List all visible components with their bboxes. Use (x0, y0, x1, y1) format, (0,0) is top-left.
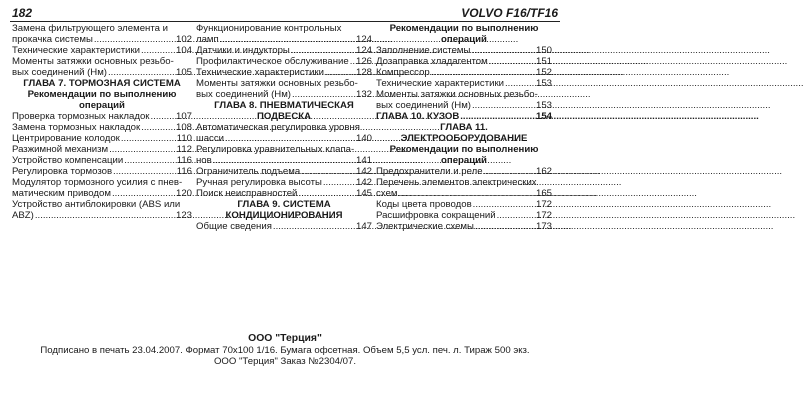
toc-page-number: 172 (535, 210, 552, 221)
toc-entry-text: ABZ) (12, 210, 34, 221)
toc-chapter-entry (376, 111, 552, 122)
toc-page-number: 172 (535, 199, 552, 210)
toc-entry-text: Компрессор (376, 67, 430, 78)
toc-entry-text: Электрические схемы (376, 221, 474, 232)
toc-entry-text: Функционирование контрольных (196, 23, 342, 34)
toc-entry (12, 210, 192, 221)
toc-page-number: 140 (355, 133, 372, 144)
toc-page-number: 165 (535, 188, 552, 199)
section-heading: операций (79, 100, 125, 111)
section-heading: Рекомендации по выполнению (27, 89, 177, 100)
toc-entry (12, 34, 192, 45)
toc-entry-text: Перечень элементов электрических (376, 177, 537, 188)
toc-entry (196, 155, 372, 166)
toc-entry-text: вых соединений (Нм) (12, 67, 108, 78)
toc-entry-text: Регулировка тормозов (12, 166, 113, 177)
chapter-heading: ГЛАВА 7. ТОРМОЗНАЯ СИСТЕМА (23, 78, 181, 89)
toc-entry (376, 199, 552, 210)
toc-entry-text: Профилактическое обслуживание (196, 56, 349, 67)
toc-entry-text: Автоматическая регулировка уровня (196, 122, 360, 133)
toc-entry-text: Общие сведения (196, 221, 272, 232)
imprint (0, 333, 570, 367)
toc-entry-text: прокачка системы (12, 34, 93, 45)
chapter-heading: КОНДИЦИОНИРОВАНИЯ (225, 210, 343, 221)
toc-page-number: 124 (355, 34, 372, 45)
toc-entry-text: Технические характеристики (196, 67, 325, 78)
toc-entry (376, 45, 552, 56)
toc-entry-text: вых соединений (Нм) (196, 89, 292, 100)
toc-entry-text: Датчики и индукторы (196, 45, 290, 56)
toc-entry-text: Модулятор тормозного усилия с пнев- (12, 177, 183, 188)
toc-entry (196, 89, 372, 100)
toc-entry (196, 177, 372, 188)
toc-page-number: 142 (355, 166, 372, 177)
toc-page-number: 116 (176, 166, 192, 177)
toc-entry-text: Дозаправка хладагентом (376, 56, 488, 67)
header-rule (10, 21, 560, 22)
toc-page-number: 124 (355, 45, 372, 56)
toc-entry-text: Заполнение системы (376, 45, 471, 56)
running-title: VOLVO F16/TF16 (461, 6, 558, 20)
imprint-line: ООО "Терция" Заказ №2304/07. (213, 356, 357, 367)
toc-entry (12, 111, 192, 122)
toc-entry (12, 166, 192, 177)
toc-entry (376, 221, 552, 232)
section-heading: Рекомендации по выполнению (389, 144, 539, 155)
toc-entry (196, 67, 372, 78)
toc-entry (12, 155, 192, 166)
toc-entry-text: Моменты затяжки основных резьбо- (196, 78, 358, 89)
toc-page-number: 104 (175, 45, 192, 56)
toc-entry-text: Предохранители и реле (376, 166, 483, 177)
chapter-heading: ГЛАВА 11. (440, 122, 488, 133)
toc-entry-text: Ручная регулировка высоты (196, 177, 322, 188)
toc-entry (376, 210, 552, 221)
toc-entry (376, 100, 552, 111)
toc-page-number: 153 (535, 100, 552, 111)
toc-entry-text: Ограничитель подъема (196, 166, 301, 177)
toc-entry-text: Проверка тормозных накладок (12, 111, 150, 122)
toc-entry (196, 34, 372, 45)
toc-column-2 (196, 23, 372, 232)
toc-page-number: 126 (355, 56, 372, 67)
toc-entry (376, 166, 552, 177)
toc-entry (12, 188, 192, 199)
toc-page-number: 105 (175, 67, 192, 78)
chapter-heading: ПОДВЕСКА (256, 111, 312, 122)
toc-entry (12, 133, 192, 144)
toc-page-number: 142 (355, 177, 372, 188)
toc-page-number: 141 (355, 155, 372, 166)
toc-page-number: 108 (175, 122, 192, 133)
publisher-name: ООО "Терция" (248, 333, 322, 344)
section-heading: операций (441, 34, 487, 45)
toc-entry-text: Замена фильтрующего элемента и (12, 23, 168, 34)
toc-entry (12, 45, 192, 56)
toc-entry (12, 144, 192, 155)
toc-page-number: 123 (175, 210, 192, 221)
chapter-heading: ЭЛЕКТРООБОРУДОВАНИЕ (400, 133, 528, 144)
toc-entry (12, 67, 192, 78)
toc-entry (376, 67, 552, 78)
toc-entry-text: вых соединений (Нм) (376, 100, 472, 111)
toc-entry-text: Устройство антиблокировки (ABS или (12, 199, 181, 210)
toc-page-number: 110 (176, 133, 192, 144)
toc-entry-text: Замена тормозных накладок (12, 122, 141, 133)
section-heading: Рекомендации по выполнению (389, 23, 539, 34)
toc-entry-text: Коды цвета проводов (376, 199, 472, 210)
toc-entry (196, 221, 372, 232)
toc-page-number: 102 (175, 34, 192, 45)
toc-column-3 (376, 23, 552, 232)
toc-entry (376, 78, 552, 89)
imprint-line: Подписано в печать 23.04.2007. Формат 70х100 1/16. Бумага офсетная. Объем 5,5 усл. печ. л. Тираж 500 экз. (40, 345, 530, 356)
toc-entry-text: схем (376, 188, 398, 199)
toc-entry-text: Технические характеристики (12, 45, 141, 56)
toc-page-number: 116 (176, 155, 192, 166)
toc-entry (376, 188, 552, 199)
toc-page-number: 152 (535, 67, 552, 78)
toc-page-number: 151 (535, 56, 552, 67)
toc-entry-text: Моменты затяжки основных резьбо- (12, 56, 174, 67)
section-heading: операций (441, 155, 487, 166)
toc-entry (376, 56, 552, 67)
toc-entry-text: ГЛАВА 10. КУЗОВ (376, 111, 460, 122)
chapter-heading: ГЛАВА 9. СИСТЕМА (237, 199, 331, 210)
toc-page-number: 145 (355, 188, 372, 199)
toc-entry-text: шасси (196, 133, 224, 144)
toc-entry (196, 56, 372, 67)
page-number: 182 (12, 6, 33, 20)
toc-entry-text: матическим приводом (12, 188, 111, 199)
toc-page-number: 147 (355, 221, 372, 232)
toc-entry (12, 122, 192, 133)
toc-page-number: 132 (355, 89, 372, 100)
toc-entry-text: Разжимной механизм (12, 144, 109, 155)
toc-page-number: 153 (535, 78, 552, 89)
toc-entry-text: нов (196, 155, 212, 166)
toc-page-number: 150 (535, 45, 552, 56)
toc-entry-text: ламп (196, 34, 219, 45)
toc-entry (196, 166, 372, 177)
toc-page-number: 112 (176, 144, 192, 155)
toc-entry-text: Моменты затяжки основных резьбо- (376, 89, 538, 100)
toc-page-number: 162 (535, 166, 552, 177)
toc-entry-text: Технические характеристики (376, 78, 505, 89)
toc-page-number: 173 (535, 221, 552, 232)
toc-entry-text: Регулировка уравнительных клапа- (196, 144, 355, 155)
toc-page-number: 107 (175, 111, 192, 122)
toc-page-number: 128 (355, 67, 372, 78)
toc-entry-text: Устройство компенсации (12, 155, 124, 166)
toc-entry-text: Расшифровка сокращений (376, 210, 496, 221)
toc-column-1 (12, 23, 192, 221)
toc-entry (196, 133, 372, 144)
toc-entry (196, 188, 372, 199)
toc-entry (196, 45, 372, 56)
toc-page-number: 120 (175, 188, 192, 199)
toc-page-number: 154 (535, 111, 552, 122)
toc-entry-text: Поиск неисправностей (196, 188, 298, 199)
toc-entry-text: Центрирование колодок (12, 133, 120, 144)
chapter-heading: ГЛАВА 8. ПНЕВМАТИЧЕСКАЯ (214, 100, 354, 111)
